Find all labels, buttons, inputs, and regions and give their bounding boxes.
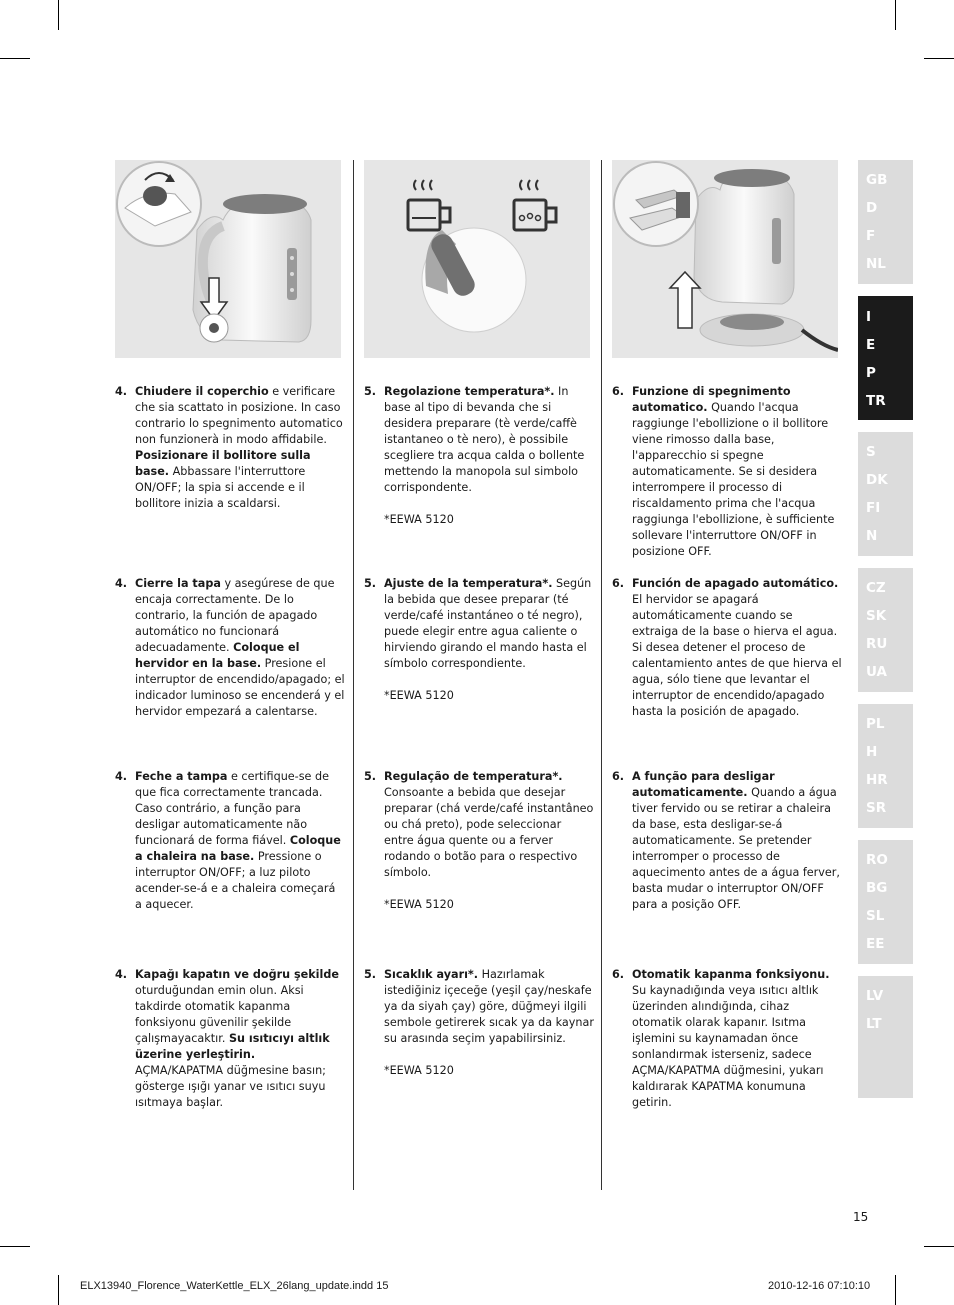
lang-tab-label: E [866, 337, 876, 353]
step-number: 5. [364, 385, 377, 398]
footer-datetime: 2010-12-16 07:10:10 [768, 1280, 871, 1292]
lang-tab-label: RO [866, 852, 888, 868]
step-lead: Función de apagado automático. [632, 577, 839, 590]
crop-mark [0, 1246, 30, 1247]
step-4-es: 4. Cierre la tapa y asegúrese de que encaja correctamente. De lo contrario, la función de apagado automático no funcionará adecuadamente. Coloque el hervidor en la base. Presione el interruptor de encendido/apagado; el indicador luminoso se encenderá y el hervidor empezará a calentarse. [115, 577, 345, 718]
lang-tab-label: DK [866, 472, 888, 488]
lang-tab-label: CZ [866, 580, 886, 596]
step-5-pt: 5. Regulação de temperatura*. Consoante a bebida que desejar preparar (chá verde/café instantâneo ou chá preto), pode seleccionar entre água quente ou a ferver rodando o botão para o respectivo símbolo. *EEWA 5120 [364, 770, 594, 911]
step-6-it: 6. Funzione di spegnimento automatico. Quando l'acqua raggiunge l'ebollizione o il bollitore viene rimosso dalla base, l'apparecchio si spegne automaticamente. Se si desidera interrompere il processo di riscaldamento prima che l'acqua raggiunga l'ebollizione, è sufficiente sollevare l'interruttore ON/OFF in posizione OFF. [612, 385, 835, 558]
crop-mark [895, 0, 896, 30]
step-number: 5. [364, 770, 377, 783]
lang-tab-label: LV [866, 988, 884, 1004]
lang-tab-label: I [866, 309, 872, 325]
step-number: 6. [612, 577, 625, 590]
step-number: 6. [612, 770, 625, 783]
lang-tab-label: S [866, 444, 876, 460]
crop-mark [895, 1275, 896, 1305]
lang-tab-group-5[interactable] [858, 704, 913, 828]
step-lead: Ajuste de la temperatura*. [384, 577, 553, 590]
model-note: *EEWA 5120 [384, 689, 454, 702]
lang-tab-label: FI [866, 500, 881, 516]
auto-off-illustration [612, 160, 838, 358]
step-lead: Sıcaklık ayarı*. [384, 968, 479, 981]
model-note: *EEWA 5120 [384, 513, 454, 526]
crop-mark [58, 1275, 59, 1305]
lang-tab-label: HR [866, 772, 888, 788]
lang-tab-label: EE [866, 936, 885, 952]
crop-mark [0, 58, 30, 59]
model-note: *EEWA 5120 [384, 1064, 454, 1077]
column-divider [601, 160, 602, 1190]
boiling-cup-icon [514, 180, 556, 230]
step-5-es: 5. Ajuste de la temperatura*. Según la bebida que desee preparar (té verde/café instantáneo o té negro), puede elegir entre agua caliente o hirviendo girando el mando hasta el símbolo correspondiente. *EEWA 5120 [364, 576, 594, 704]
step-4-it: 4. Chiudere il coperchio e verificare che sia scattato in posizione. In caso contrario lo spegnimento automatico non funzionerà in modo affidabile. Posizionare il bollitore sulla base. Abbassare l'interruttore ON/OFF; la spia si accende e il bollitore inizia a scaldarsi. [115, 385, 343, 510]
step-6-pt: 6. A função para desligar automaticamente. Quando a água tiver fervido ou se retirar a chaleira da base, esta desligar-se-á automaticamente. Se pretender interromper o processo de aquecimento antes de a água ferver, basta mudar o interruptor ON/OFF para a posição OFF. [612, 770, 840, 911]
kettle-lid-illustration [115, 160, 341, 358]
temperature-dial-illustration [364, 160, 590, 358]
lang-tab-label: RU [866, 636, 888, 652]
step-number: 4. [115, 968, 128, 981]
column-divider [353, 160, 354, 1190]
step-number: 5. [364, 577, 377, 590]
step-6-es: 6. Función de apagado automático. El hervidor se apagará automáticamente cuando se extraiga de la base o hierva el agua. Si desea detener el proceso de calentamiento antes de que hierva el agua, sólo tiene que levantar el interruptor de encendido/apagado hasta la posición de apagado. [612, 577, 842, 718]
model-note: *EEWA 5120 [384, 898, 454, 911]
step-lead: Feche a tampa [135, 770, 228, 783]
lang-tab-label: BG [866, 880, 888, 896]
footer-filename: ELX13940_Florence_WaterKettle_ELX_26lang_update.indd 15 [80, 1280, 389, 1292]
lang-tab-label: D [866, 200, 878, 216]
lang-tab-label: N [866, 528, 878, 544]
step-number: 4. [115, 385, 128, 398]
lang-tab-group-6[interactable] [858, 840, 913, 964]
lang-tab-label: SK [866, 608, 887, 624]
step-4-pt: 4. Feche a tampa e certifique-se de que fica correctamente trancada. Caso contrário, a função para desligar automaticamente não funcionará de forma fiável. Coloque a chaleira na base. Pressione o interruptor ON/OFF; a luz piloto acender-se-á e a chaleira começará a aquecer. [115, 770, 341, 911]
lang-tab-group-2-active[interactable] [858, 296, 913, 420]
lang-tab-label: SR [866, 800, 887, 816]
step-lead: Otomatik kapanma fonksiyonu. [632, 968, 830, 981]
step-lead: Regulação de temperatura*. [384, 770, 563, 783]
lang-tab-group-7[interactable] [858, 976, 913, 1098]
crop-mark [924, 1246, 954, 1247]
step-lead: Regolazione temperatura*. [384, 385, 555, 398]
step-5-tr: 5. Sıcaklık ayarı*. Hazırlamak istediğiniz içeceğe (yeşil çay/neskafe ya da siyah çay) göre, düğmeyi ilgili sembole getirerek sıcak ya da kaynar su arasında seçim yapabilirsiniz. *EEWA 5120 [364, 968, 594, 1077]
lang-tab-label: SL [866, 908, 885, 924]
lang-tab-label: LT [866, 1016, 882, 1032]
lang-tab-label: GB [866, 172, 888, 188]
step-lead: Chiudere il coperchio [135, 385, 269, 398]
lang-tab-label: TR [866, 393, 886, 409]
lang-tab-label: H [866, 744, 878, 760]
step-lead: Kapağı kapatın ve doğru şekilde [135, 968, 339, 981]
step-4-tr: 4. Kapağı kapatın ve doğru şekilde oturduğundan emin olun. Aksi takdirde otomatik kapanma fonksiyonu güvenilir şekilde çalışmayacaktır. Su ısıtıcıyı altlık üzerine yerleştirin. AÇMA/KAPATMA düğmesine basın; gösterge ışığı yanar ve ısıtıcı suyu ısıtmaya başlar. [115, 968, 339, 1109]
lang-tab-label: F [866, 228, 876, 244]
step-number: 4. [115, 770, 128, 783]
step-number: 4. [115, 577, 128, 590]
step-number: 6. [612, 385, 625, 398]
hot-cup-icon [408, 180, 450, 230]
step-number: 5. [364, 968, 377, 981]
lang-tab-label: UA [866, 664, 887, 680]
lang-tab-label: NL [866, 256, 886, 272]
lang-tab-label: P [866, 365, 876, 381]
step-6-tr: 6. Otomatik kapanma fonksiyonu. Su kaynadığında veya ısıtıcı altlık üzerinden alındığında, cihaz otomatik olarak kapanır. Isıtma işlemini su kaynamadan önce sonlandırmak isterseniz, sadece AÇMA/KAPATMA düğmesini, yukarı kaldırarak KAPATMA konumuna getirin. [612, 968, 830, 1109]
page-number: 15 [853, 1210, 869, 1224]
step-number: 6. [612, 968, 625, 981]
step-lead: A função para desligar automaticamente. [632, 770, 775, 799]
crop-mark [924, 58, 954, 59]
lang-tab-label: PL [866, 716, 885, 732]
step-lead: Funzione di spegnimento automatico. [632, 385, 791, 414]
crop-mark [58, 0, 59, 30]
lang-tab-group-1[interactable] [858, 160, 913, 284]
step-5-it: 5. Regolazione temperatura*. In base al tipo di bevanda che si desidera preparare (tè verde/caffè istantaneo o tè nero), è possibile scegliere tra acqua calda o bollente mettendo la manopola sul simbolo corrispondente. *EEWA 5120 [364, 384, 594, 528]
lang-tab-group-3[interactable] [858, 432, 913, 556]
lang-tab-group-4[interactable] [858, 568, 913, 692]
step-lead: Cierre la tapa [135, 577, 221, 590]
